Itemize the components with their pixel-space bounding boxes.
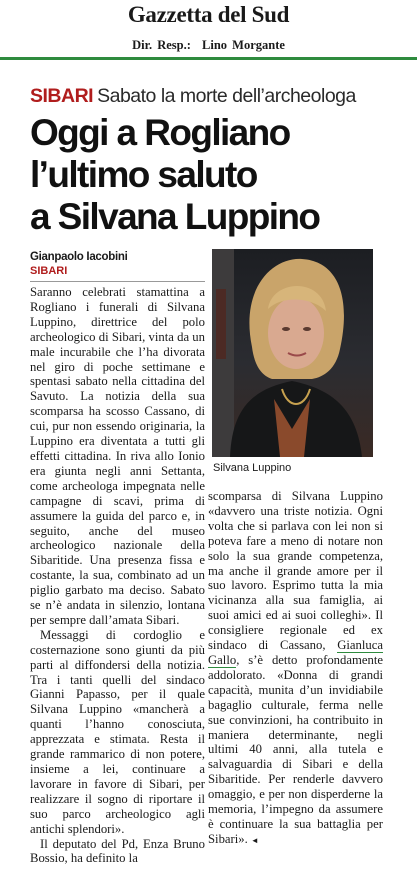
- article-column-left: [30, 285, 205, 866]
- end-of-article-icon: ◄: [250, 835, 259, 845]
- director-label: Dir. Resp.:: [132, 38, 191, 52]
- kicker-text: Sabato la morte dell’archeologa: [97, 85, 356, 107]
- kicker-place: SIBARI: [30, 85, 94, 107]
- portrait-illustration: [212, 249, 373, 457]
- body-text: scomparsa di Silvana Luppino «davvero una triste notizia. Ogni volta che si parlava con lei non si poteva fare a meno di notare non solo la sua grande competenza, ma anche il grande amore per il suo lavoro. Esprimo tutta la mia vicinanza alla sua famiglia, ai suoi amici ed ai suoi colleghi». Il consigliere regionale ed ex sindaco di Cassano,: [208, 489, 383, 653]
- body-paragraph: Saranno celebrati stamattina a Rogliano i funerali di Silvana Luppino, direttrice del polo archeologico di Sibari, vinta da un male incurabile che l’ha divorata nel giro di poche settimane e spentasi sabato nella cittadina del Savuto. La notizia della sua scomparsa ha scosso Cassano, di cui, pur non essendo originaria, la Luppino era diventata a tutti gli effetti cittadina. In riva allo Ionio era giunta negli anni Settanta, come archeologa impegnata nelle campagne di scavi, prima di assumere la guida del parco e, in seguito, anche del museo archeologico nazionale della Sibaritide. Una presenza fissa e costante, la sua, combinato ad un piglio garbato ma deciso. Sabato se n’è andata in silenzio, lontana per sempre dall’amata Sibari.: [30, 285, 205, 627]
- director-line: [0, 37, 417, 53]
- header-divider: [0, 57, 417, 60]
- byline-divider: [30, 281, 205, 282]
- headline-line: a Silvana Luppino: [30, 196, 320, 237]
- article-headline: [30, 112, 410, 238]
- headline-line: l’ultimo saluto: [30, 154, 257, 195]
- body-paragraph: Messaggi di cordoglio e costernazione sono giunti da più parti al diffondersi della notizia. Tra i tanti quelli del sindaco Gianni Papasso, per il quale Silvana Luppino «mancherà a quanti l’hanno conosciuta, apprezzata e stimata. Resta il grande rammarico di non potere, insieme a lei, continuare a lavorare in favore di Sibari, per realizzare il sogno di riportare il suo parco archeologico agli antichi splendori».: [30, 627, 205, 836]
- body-paragraph: [208, 489, 383, 849]
- body-text: , s’è detto profondamente addolorato. «Donna di grandi capacità, munita d’un invidiabile bagaglio culturale, ferma nelle sue convinzioni, ha contribuito in maniera determinante, negli ultimi 40 anni, alla tutela e salvaguardia di Sibari e della Sibaritide. Per renderle davvero omaggio, e per non disperderne la memoria, l’impegno da assumere è continuare la sua battaglia per Sibari».: [208, 652, 383, 846]
- photo-caption: Silvana Luppino: [213, 462, 292, 474]
- portrait-photo: [212, 249, 373, 457]
- headline-line: Oggi a Rogliano: [30, 112, 290, 153]
- author-name: Gianpaolo Iacobini: [30, 251, 128, 263]
- newspaper-masthead: Gazzetta del Sud: [127, 2, 290, 27]
- body-paragraph: Il deputato del Pd, Enza Bruno Bossio, ha definito la: [30, 836, 205, 866]
- byline: [30, 250, 210, 278]
- director-name: Lino Morgante: [202, 38, 285, 52]
- article-column-right: [208, 489, 383, 849]
- dateline-location: SIBARI: [30, 265, 68, 277]
- article-kicker: [30, 84, 410, 108]
- highlighted-name: Gianluca Gallo: [208, 638, 383, 667]
